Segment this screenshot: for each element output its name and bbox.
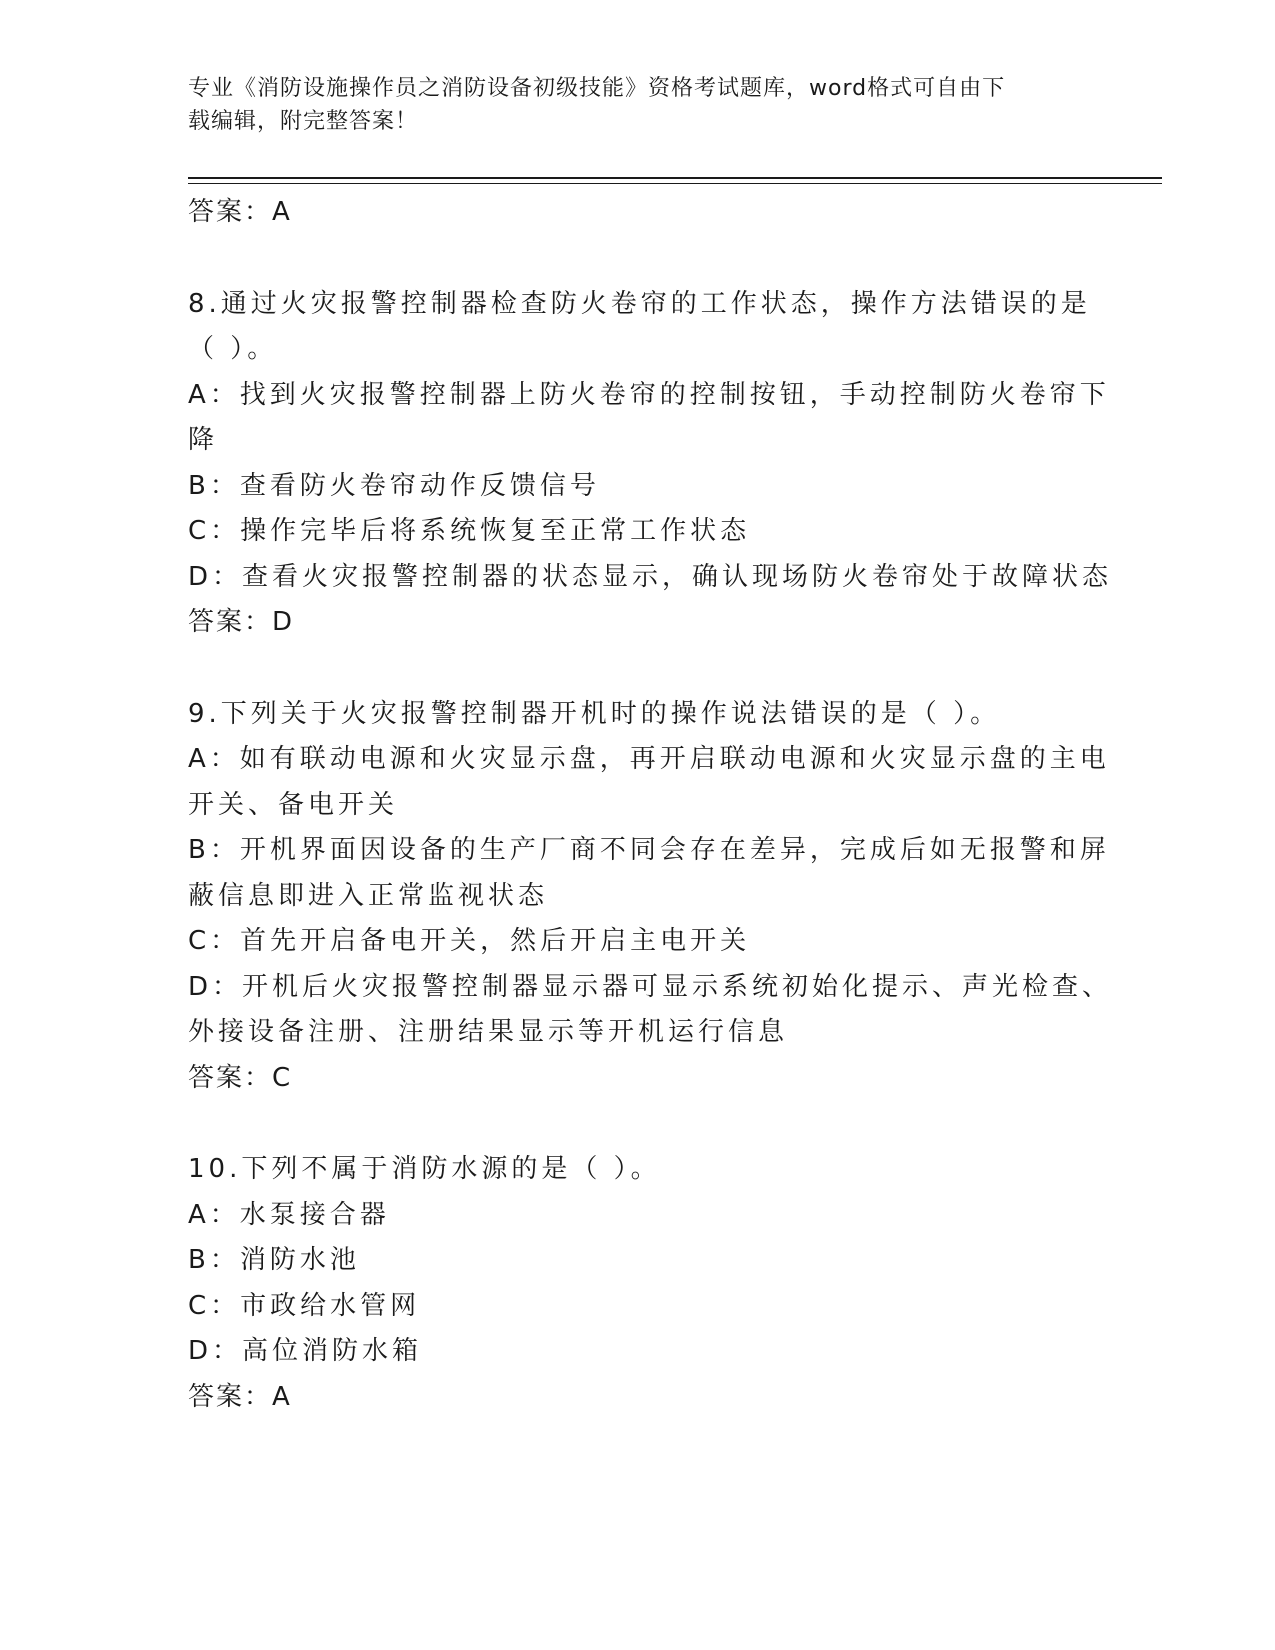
question-8 <box>188 282 1113 646</box>
question-list <box>188 190 1113 1420</box>
option-a: A：水泵接合器 <box>188 1199 390 1230</box>
answer-q10: 答案：A <box>188 1381 292 1412</box>
option-c: C：市政给水管网 <box>188 1290 421 1321</box>
header-divider-thin <box>188 183 1162 184</box>
option-d: D：高位消防水箱 <box>188 1336 423 1366</box>
option-a-cont: 开关、备电开关 <box>188 789 399 820</box>
question-9 <box>188 692 1113 1102</box>
option-a: A：如有联动电源和火灾显示盘，再开启联动电源和火灾显示盘的主电 <box>188 744 1110 774</box>
option-b: B：消防水池 <box>188 1245 360 1275</box>
question-10 <box>188 1147 1068 1420</box>
option-a: A：找到火灾报警控制器上防火卷帘的控制按钮，手动控制防火卷帘下 <box>188 379 1110 410</box>
spacer <box>188 236 1068 282</box>
option-d: D：查看火灾报警控制器的状态显示，确认现场防火卷帘处于故障状态 <box>188 561 1113 592</box>
header-line-1: 专业《消防设施操作员之消防设备初级技能》资格考试题库，word格式可自由下 <box>188 76 1006 101</box>
option-a-cont: 降 <box>188 425 219 455</box>
option-b: B：开机界面因设备的生产厂商不同会存在差异，完成后如无报警和屏 <box>188 835 1110 865</box>
header-line-2: 载编辑，附完整答案！ <box>188 109 419 134</box>
option-d: D：开机后火灾报警控制器显示器可显示系统初始化提示、声光检查、 <box>188 971 1113 1002</box>
option-b-cont: 蔽信息即进入正常监视状态 <box>188 880 549 911</box>
answer-q9: 答案：C <box>188 1062 293 1093</box>
spacer <box>188 646 1068 692</box>
option-c: C：操作完毕后将系统恢复至正常工作状态 <box>188 516 751 546</box>
option-b: B：查看防火卷帘动作反馈信号 <box>188 470 600 501</box>
question-stem-cont: （ ）。 <box>188 334 278 364</box>
header-divider-thick <box>188 177 1162 179</box>
answer-q7: 答案：A <box>188 197 292 227</box>
question-stem: 9.下列关于火灾报警控制器开机时的操作说法错误的是（ ）。 <box>188 698 1001 729</box>
page-header <box>188 72 1088 138</box>
question-stem: 8.通过火灾报警控制器检查防火卷帘的工作状态，操作方法错误的是 <box>188 288 1091 319</box>
option-c: C：首先开启备电开关，然后开启主电开关 <box>188 926 751 956</box>
answer-q8: 答案：D <box>188 607 295 637</box>
option-d-cont: 外接设备注册、注册结果显示等开机运行信息 <box>188 1017 789 1047</box>
question-stem: 10.下列不属于消防水源的是（ ）。 <box>188 1154 661 1184</box>
spacer <box>188 1101 1068 1147</box>
